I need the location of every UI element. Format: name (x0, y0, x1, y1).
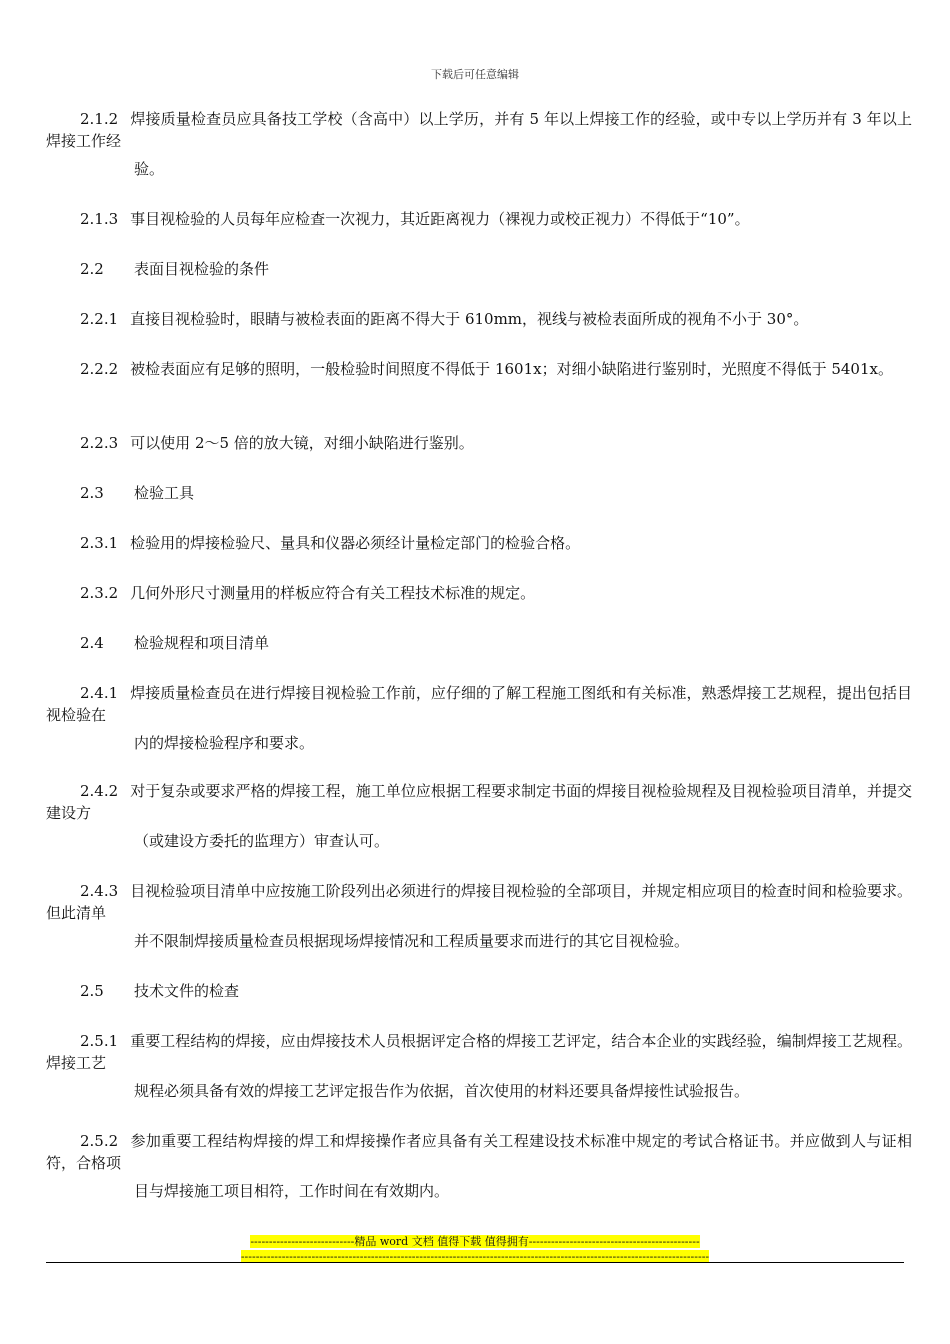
paragraph-text: 目视检验项目清单中应按施工阶段列出必须进行的焊接目视检验的全部项目，并规定相应项目的检查时间和检验要求。但此清单 (46, 882, 912, 922)
paragraph-continuation: （或建设方委托的监理方）审查认可。 (134, 832, 390, 850)
paragraph-2-5-1 (46, 1030, 912, 1074)
section-number: 2.4 (80, 634, 104, 652)
section-heading-2-2 (80, 258, 269, 280)
paragraph-text: 事目视检验的人员每年应检查一次视力，其近距离视力（裸视力或校正视力）不得低于“10”。 (130, 210, 750, 228)
paragraph-2-1-2 (46, 108, 912, 152)
section-number: 2.5 (80, 982, 104, 1000)
paragraph-text: 焊接质量检查员在进行焊接目视检验工作前，应仔细的了解工程施工图纸和有关标准，熟悉焊接工艺规程，提出包括目视检验在 (46, 684, 912, 724)
section-heading-text: 检验规程和项目清单 (134, 634, 270, 652)
paragraph-continuation: 内的焊接检验程序和要求。 (134, 734, 315, 752)
paragraph-continuation: 目与焊接施工项目相符，工作时间在有效期内。 (134, 1182, 450, 1200)
paragraph-2-3-2 (46, 582, 912, 604)
section-number: 2.4.2 (80, 782, 119, 800)
section-number: 2.4.3 (80, 882, 119, 900)
paragraph-text: 直接目视检验时，眼睛与被检表面的距离不得大于 610mm，视线与被检表面所成的视角不小于 30°。 (130, 310, 809, 328)
paragraph-continuation: 验。 (134, 160, 165, 178)
paragraph-text: 参加重要工程结构焊接的焊工和焊接操作者应具备有关工程建设技术标准中规定的考试合格证书。并应做到人与证相符，合格项 (46, 1132, 912, 1172)
page-header: 下载后可任意编辑 (431, 68, 519, 81)
section-heading-2-5 (80, 980, 239, 1002)
section-number: 2.2 (80, 260, 104, 278)
section-number: 2.3.1 (80, 534, 119, 552)
paragraph-text: 重要工程结构的焊接，应由焊接技术人员根据评定合格的焊接工艺评定，结合本企业的实践经验，编制焊接工艺规程。焊接工艺 (46, 1032, 912, 1072)
paragraph-2-5-2 (46, 1130, 912, 1174)
section-heading-text: 检验工具 (134, 484, 195, 502)
section-number: 2.5.2 (80, 1132, 119, 1150)
paragraph-2-2-2 (46, 358, 912, 380)
section-heading-2-4 (80, 632, 269, 654)
paragraph-text: 焊接质量检查员应具备技工学校（含高中）以上学历，并有 5 年以上焊接工作的经验，或中专以上学历并有 3 年以上焊接工作经 (46, 110, 912, 150)
paragraph-text: 几何外形尺寸测量用的样板应符合有关工程技术标准的规定。 (130, 584, 536, 602)
section-number: 2.1.2 (80, 110, 119, 128)
paragraph-continuation: 并不限制焊接质量检查员根据现场焊接情况和工程质量要求而进行的其它目视检验。 (134, 932, 690, 950)
paragraph-text: 被检表面应有足够的照明，一般检验时间照度不得低于 1601x；对细小缺陷进行鉴别时，光照度不得低于 5401x。 (130, 360, 893, 378)
section-heading-2-3 (80, 482, 194, 504)
section-heading-text: 表面目视检验的条件 (134, 260, 270, 278)
footer-highlight-text: ----------------------------精品 word 文档 值得下载 值得拥有---------------------------------------------- (250, 1235, 700, 1248)
section-number: 2.5.1 (80, 1032, 119, 1050)
paragraph-2-3-1 (46, 532, 912, 554)
section-number: 2.2.1 (80, 310, 119, 328)
paragraph-2-2-3 (46, 432, 912, 454)
paragraph-text: 对于复杂或要求严格的焊接工程，施工单位应根据工程要求制定书面的焊接目视检验规程及目视检验项目清单，并提交建设方 (46, 782, 912, 822)
paragraph-continuation: 规程必须具备有效的焊接工艺评定报告作为依据，首次使用的材料还要具备焊接性试验报告。 (134, 1082, 750, 1100)
paragraph-2-2-1 (46, 308, 912, 330)
paragraph-2-1-3 (46, 208, 912, 230)
paragraph-text: 检验用的焊接检验尺、量具和仪器必须经计量检定部门的检验合格。 (130, 534, 581, 552)
section-number: 2.3 (80, 484, 104, 502)
paragraph-2-4-1 (46, 682, 912, 726)
paragraph-2-4-3 (46, 880, 912, 924)
paragraph-text: 可以使用 2～5 倍的放大镜，对细小缺陷进行鉴别。 (130, 434, 474, 452)
section-number: 2.3.2 (80, 584, 119, 602)
section-number: 2.2.3 (80, 434, 119, 452)
section-number: 2.2.2 (80, 360, 119, 378)
section-number: 2.1.3 (80, 210, 119, 228)
section-heading-text: 技术文件的检查 (134, 982, 240, 1000)
footer-rule (46, 1262, 904, 1263)
section-number: 2.4.1 (80, 684, 119, 702)
footer-highlight-dashes: ------------------------------------------------------------------------------------------------------------------------------ (240, 1250, 710, 1263)
paragraph-2-4-2 (46, 780, 912, 824)
